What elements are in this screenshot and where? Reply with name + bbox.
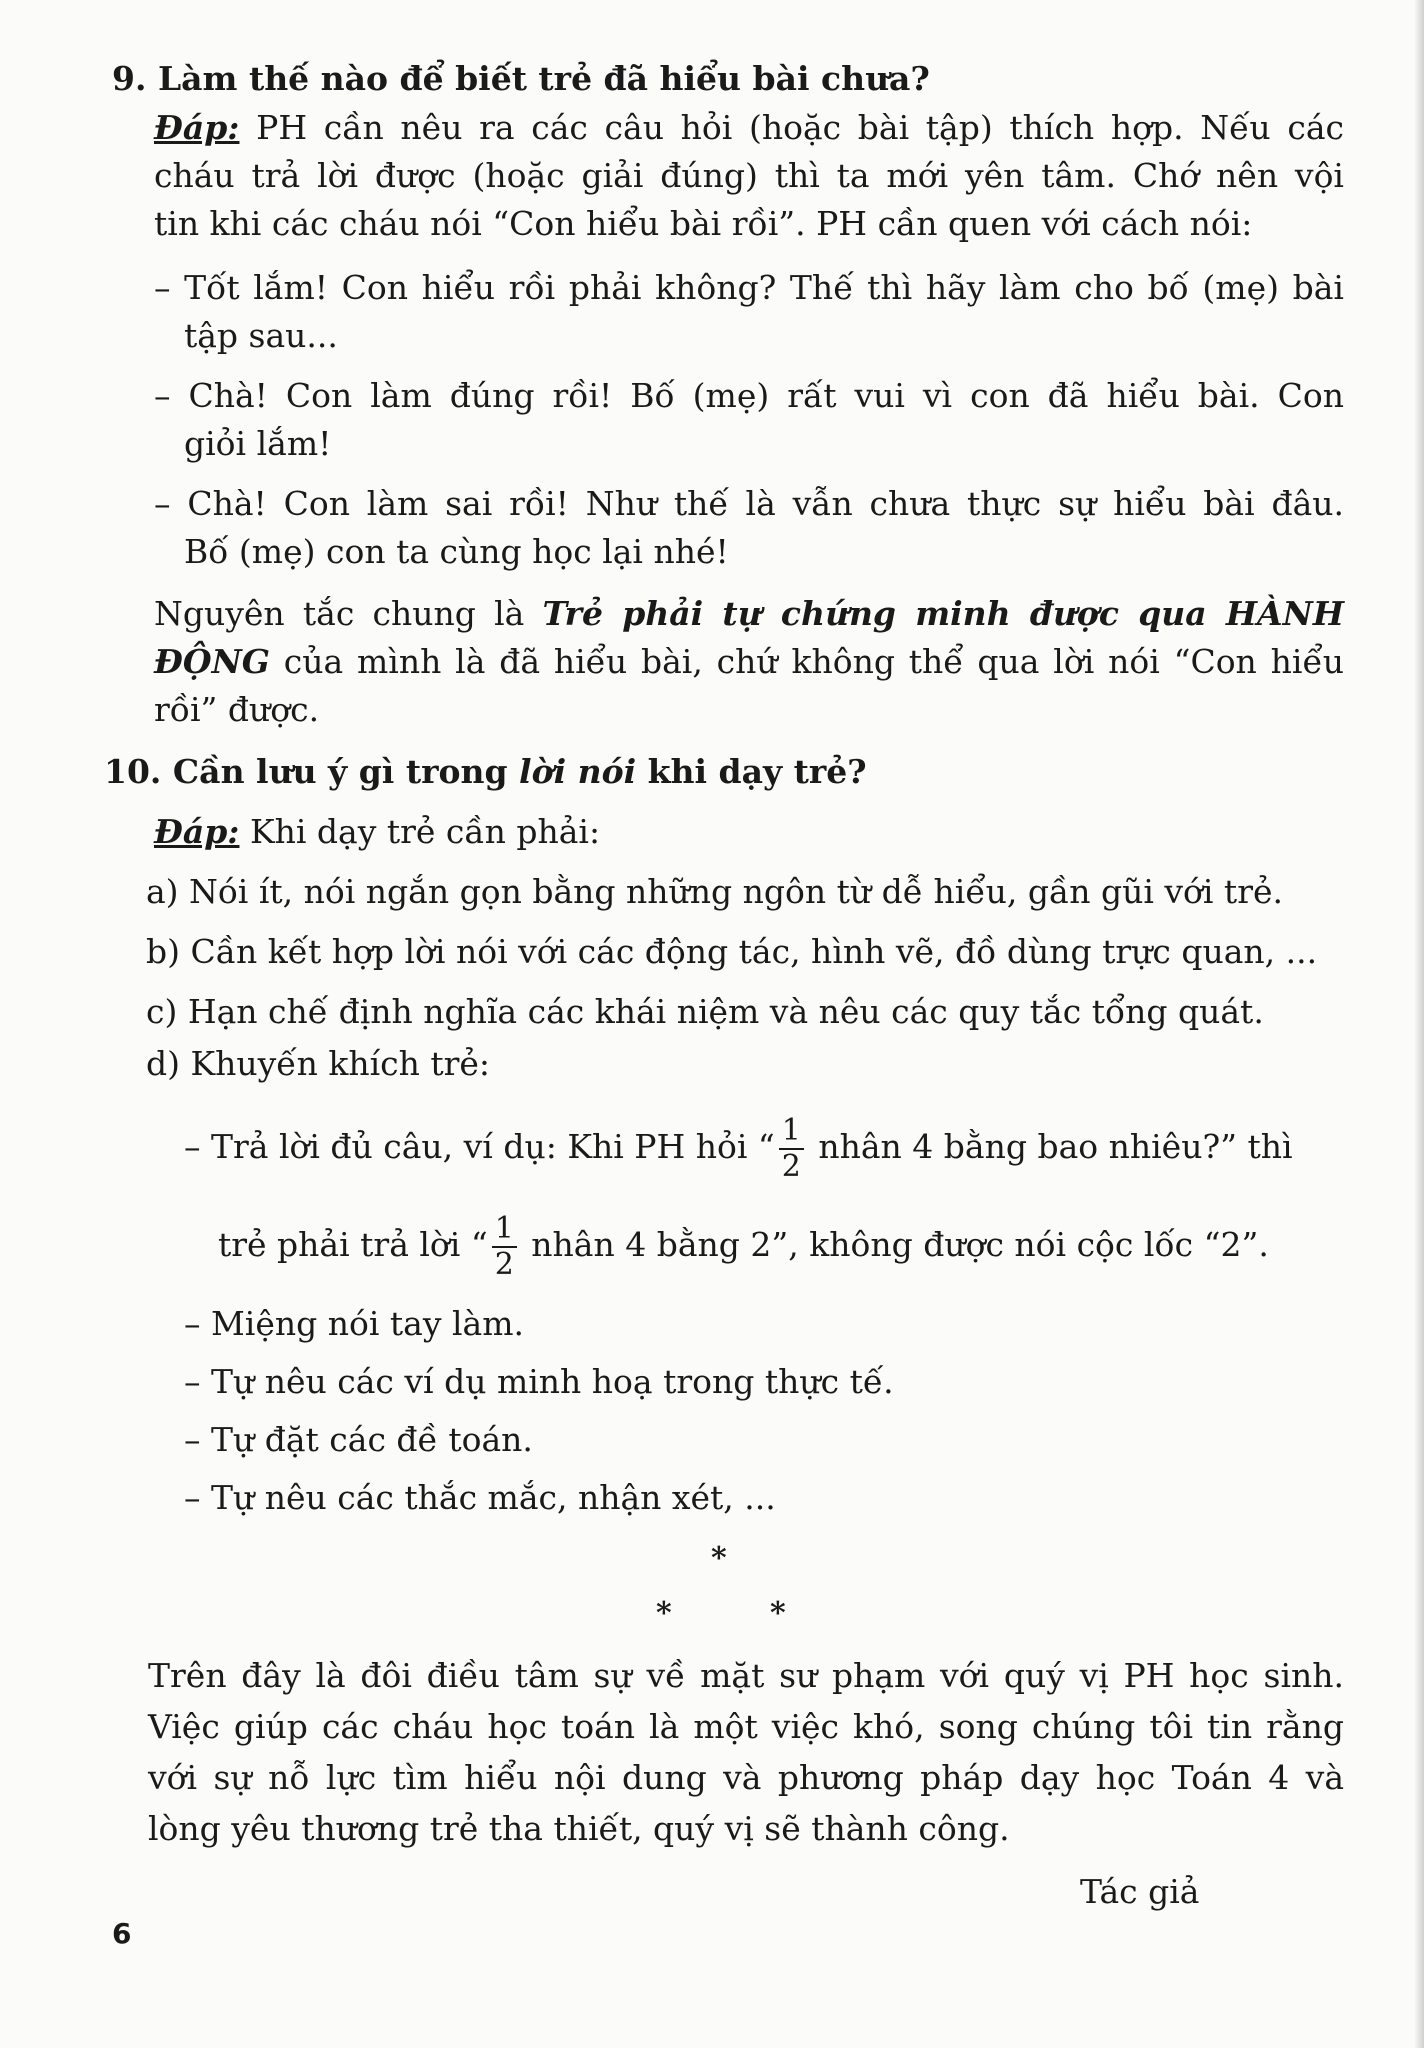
list-item-d: d) Khuyến khích trẻ: (146, 1044, 491, 1083)
answer-9-line-2: cháu trả lời được (hoặc giải đúng) thì ta mới yên tâm. Chớ nên vội (154, 156, 1344, 195)
list-item-a: a) Nói ít, nói ngắn gọn bằng những ngôn từ dễ hiểu, gần gũi với trẻ. (146, 872, 1283, 911)
dialogue-1-line-1: – Tốt lắm! Con hiểu rồi phải không? Thế thì hãy làm cho bố (mẹ) bài (154, 268, 1344, 307)
encourage-item-4: – Tự nêu các thắc mắc, nhận xét, ... (184, 1478, 776, 1517)
question-10-number: 10. (104, 752, 162, 791)
answer-9-line-3: tin khi các cháu nói “Con hiểu bài rồi”. PH cần quen với cách nói: (154, 204, 1253, 243)
page-number: 6 (112, 1917, 132, 1950)
dialogue-1-line-2: tập sau... (184, 316, 338, 355)
question-9-text: Làm thế nào để biết trẻ đã hiểu bài chưa? (157, 59, 930, 98)
dialogue-3-line-1: – Chà! Con làm sai rồi! Như thế là vẫn chưa thực sự hiểu bài đâu. (154, 484, 1344, 523)
divider-star-right: * (770, 1596, 786, 1631)
closing-line-2: Việc giúp các cháu học toán là một việc khó, song chúng tôi tin rằng (148, 1707, 1344, 1746)
question-10: 10. Cần lưu ý gì trong lời nói khi dạy trẻ? (104, 752, 867, 791)
fraction-one-half: $\frac{1}{2}$ (779, 1114, 804, 1184)
question-9 (112, 55, 930, 103)
question-10-emphasis: lời nói (519, 752, 637, 791)
page-edge-shadow (1414, 0, 1424, 2048)
dialogue-2-line-1: – Chà! Con làm đúng rồi! Bố (mẹ) rất vui vì con đã hiểu bài. Con (154, 376, 1344, 415)
encourage-item-2: – Tự nêu các ví dụ minh hoạ trong thực tế. (184, 1362, 894, 1401)
fraction-one-half: $\frac{1}{2}$ (492, 1212, 517, 1282)
principle-line-2: ĐỘNG của mình là đã hiểu bài, chứ không thể qua lời nói “Con hiểu (154, 642, 1344, 681)
answer-10-intro: Đáp: Khi dạy trẻ cần phải: (154, 812, 601, 851)
signature: Tác giả (1080, 1872, 1200, 1911)
answer-9-line-1: Đáp: PH cần nêu ra các câu hỏi (hoặc bài tập) thích hợp. Nếu các (154, 108, 1344, 147)
closing-line-4: lòng yêu thương trẻ tha thiết, quý vị sẽ thành công. (148, 1809, 1010, 1848)
list-item-c: c) Hạn chế định nghĩa các khái niệm và nêu các quy tắc tổng quát. (146, 992, 1264, 1031)
closing-line-1: Trên đây là đôi điều tâm sự về mặt sư phạm với quý vị PH học sinh. (148, 1656, 1344, 1695)
dialogue-3-line-2: Bố (mẹ) con ta cùng học lại nhé! (184, 532, 729, 571)
closing-line-3: với sự nỗ lực tìm hiểu nội dung và phương pháp dạy học Toán 4 và (148, 1758, 1344, 1797)
answer-10-label: Đáp: (154, 812, 240, 851)
answer-9-label: Đáp: (154, 108, 240, 147)
example-line-1: – Trả lời đủ câu, ví dụ: Khi PH hỏi “ $\frac{1}{2}$ nhân 4 bằng bao nhiêu?” thì (184, 1113, 1293, 1184)
divider-star-top: * (711, 1541, 727, 1576)
principle-emphasis: Trẻ phải tự chứng minh được qua HÀNH (542, 594, 1344, 633)
question-9-number: 9. (112, 59, 147, 98)
list-item-b: b) Cần kết hợp lời nói với các động tác, hình vẽ, đồ dùng trực quan, ... (146, 932, 1318, 971)
example-line-2: trẻ phải trả lời “ $\frac{1}{2}$ nhân 4 bằng 2”, không được nói cộc lốc “2”. (218, 1211, 1269, 1282)
encourage-item-1: – Miệng nói tay làm. (184, 1304, 524, 1343)
encourage-item-3: – Tự đặt các đề toán. (184, 1420, 533, 1459)
principle-line-1: Nguyên tắc chung là Trẻ phải tự chứng minh được qua HÀNH (154, 594, 1344, 633)
divider-star-left: * (656, 1596, 672, 1631)
dialogue-2-line-2: giỏi lắm! (184, 424, 332, 463)
principle-line-3: rồi” được. (154, 690, 320, 729)
